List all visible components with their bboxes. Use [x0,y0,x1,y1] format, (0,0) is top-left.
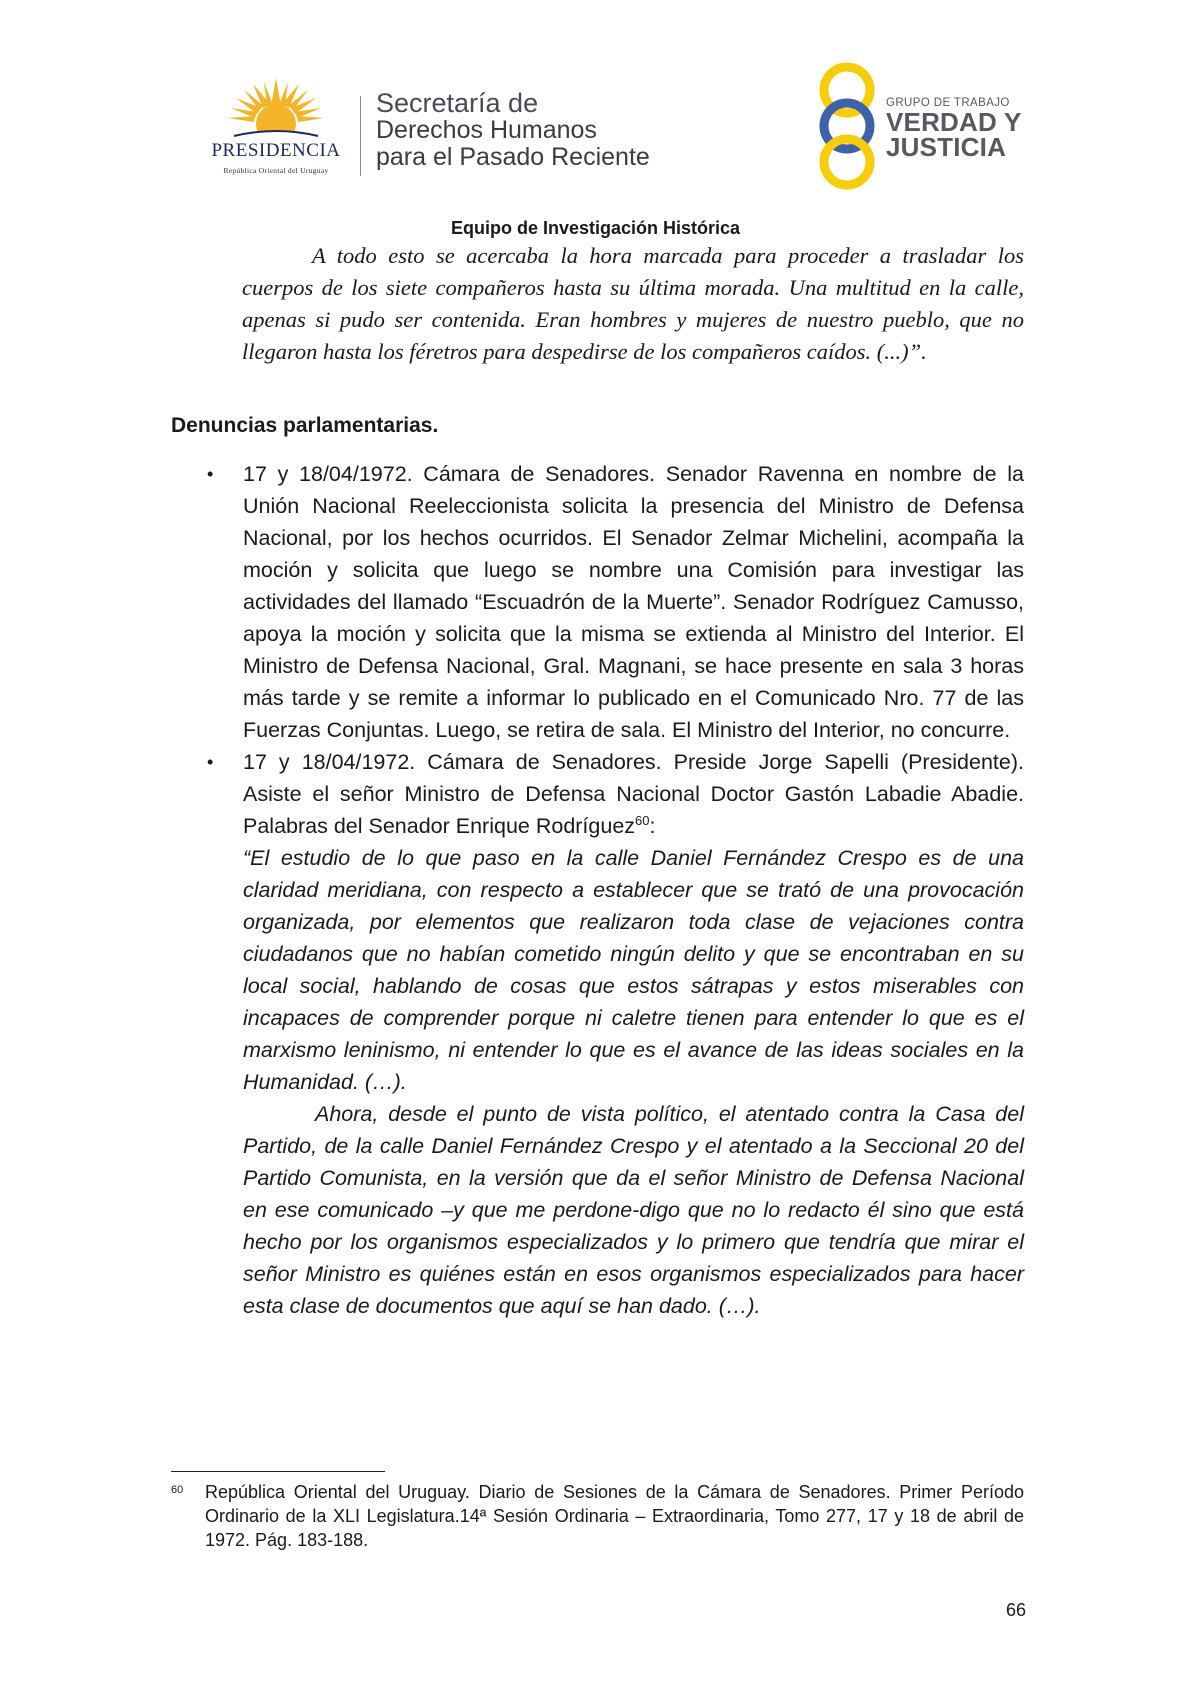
bullet-text-colon: : [649,814,656,838]
page-header [0,0,1191,210]
speech-quote-1: “El estudio de lo que paso en la calle Daniel Fernández Crespo es de una claridad meridiana, con respecto a establecer que se trató de una provocación organizada, por elementos que realizaron toda clase de vejaciones contra ciudadanos que no habían cometido ningún delito y que se encontraban en su local social, hablando de cosas que estos sátrapas y estos miserables con incapaces de comprender porque ni caletre tienen para entender lo que es el marxismo leninismo, ni entender lo que es el avance de las ideas sociales en la Humanidad. (…). [243,846,1024,1094]
footnote-ref: 60 [635,812,650,828]
footnote-text: República Oriental del Uruguay. Diario de Sesiones de la Cámara de Senadores. Primer Período Ordinario de la XLI Legislatura.14ª Sesión Ordinaria – Extraordinaria, Tomo 277, 17 y 18 de abril de 1972. Pág. 183-188. [205,1482,1024,1550]
quote-paragraph: A todo esto se acercaba la hora marcada para proceder a trasladar los cuerpos de los siete compañeros hasta su última morada. Una multitud en la calle, apenas si pudo ser contenida. Eran hombres y mujeres de nuestro pueblo, que no llegaron hasta los féretros para despedirse de los compañeros caídos. (...)”. [242,243,1024,364]
verdad-label: VERDAD Y [886,107,1022,137]
list-item [171,746,1024,1322]
equipo-title: Equipo de Investigación Histórica [450,218,741,238]
page-number: 66 [1006,1600,1027,1620]
bullet-text [243,746,1024,842]
verdad-justicia-logo [812,62,1032,192]
secretaria-title [376,90,650,171]
bullet-list [171,458,1024,1322]
footnote [171,1480,1024,1552]
secretaria-line-3: para el Pasado Reciente [376,143,650,171]
grupo-trabajo-label: GRUPO DE TRABAJO [886,97,1010,109]
section-heading: Denuncias parlamentarias. [171,414,439,437]
list-item [171,458,1024,746]
secretaria-line-2: Derechos Humanos [376,116,597,144]
footnote-number: 60 [171,1484,184,1496]
speech-quote-2: Ahora, desde el punto de vista político, el atentado contra la Casa del Partido, de la calle Daniel Fernández Crespo y el atentado a la Seccional 20 del Partido Comunista, en la versión que da el señor Ministro de Defensa Nacional en ese comunicado –y que me perdone-digo que no lo redacto él sino que está hecho por los organismos especializados y lo primero que tendría que mirar el señor Ministro es quiénes están en esos organismos especializados para hacer esta clase de documentos que aquí se han dado. (…). [243,1102,1024,1318]
justicia-label: JUSTICIA [886,132,1007,162]
bullet-icon: • [207,464,214,484]
header-divider [360,96,361,176]
quote-block [242,240,1024,368]
presidencia-name: PRESIDENCIA [211,140,341,161]
bullet-text-main: 17 y 18/04/1972. Cámara de Senadores. Preside Jorge Sapelli (Presidente). Asiste el señor Ministro de Defensa Nacional Doctor Gastón Labadie Abadie. Palabras del Senador Enrique Rodríguez [243,750,1024,838]
secretaria-line-1: Secretaría de [376,88,539,118]
bullet-icon: • [207,752,214,772]
rings-icon [812,62,882,192]
bullet-text: 17 y 18/04/1972. Cámara de Senadores. Senador Ravenna en nombre de la Unión Nacional Reeleccionista solicita la presencia del Ministro de Defensa Nacional, por los hechos ocurridos. El Senador Zelmar Michelini, acompaña la moción y solicita que luego se nombre una Comisión para investigar las actividades del llamado “Escuadrón de la Muerte”. Senador Rodríguez Camusso, apoya la moción y solicita que la misma se extienda al Ministro del Interior. El Ministro de Defensa Nacional, Gral. Magnani, se hace presente en sala 3 horas más tarde y se remite a informar lo publicado en el Comunicado Nro. 77 de las Fuerzas Conjuntas. Luego, se retira de sala. El Ministro del Interior, no concurre. [243,462,1024,742]
presidencia-logo [196,76,356,186]
presidencia-subtitle: República Oriental del Uruguay [223,166,329,175]
verdad-justicia-text [886,96,1022,160]
footnote-divider [171,1471,385,1472]
